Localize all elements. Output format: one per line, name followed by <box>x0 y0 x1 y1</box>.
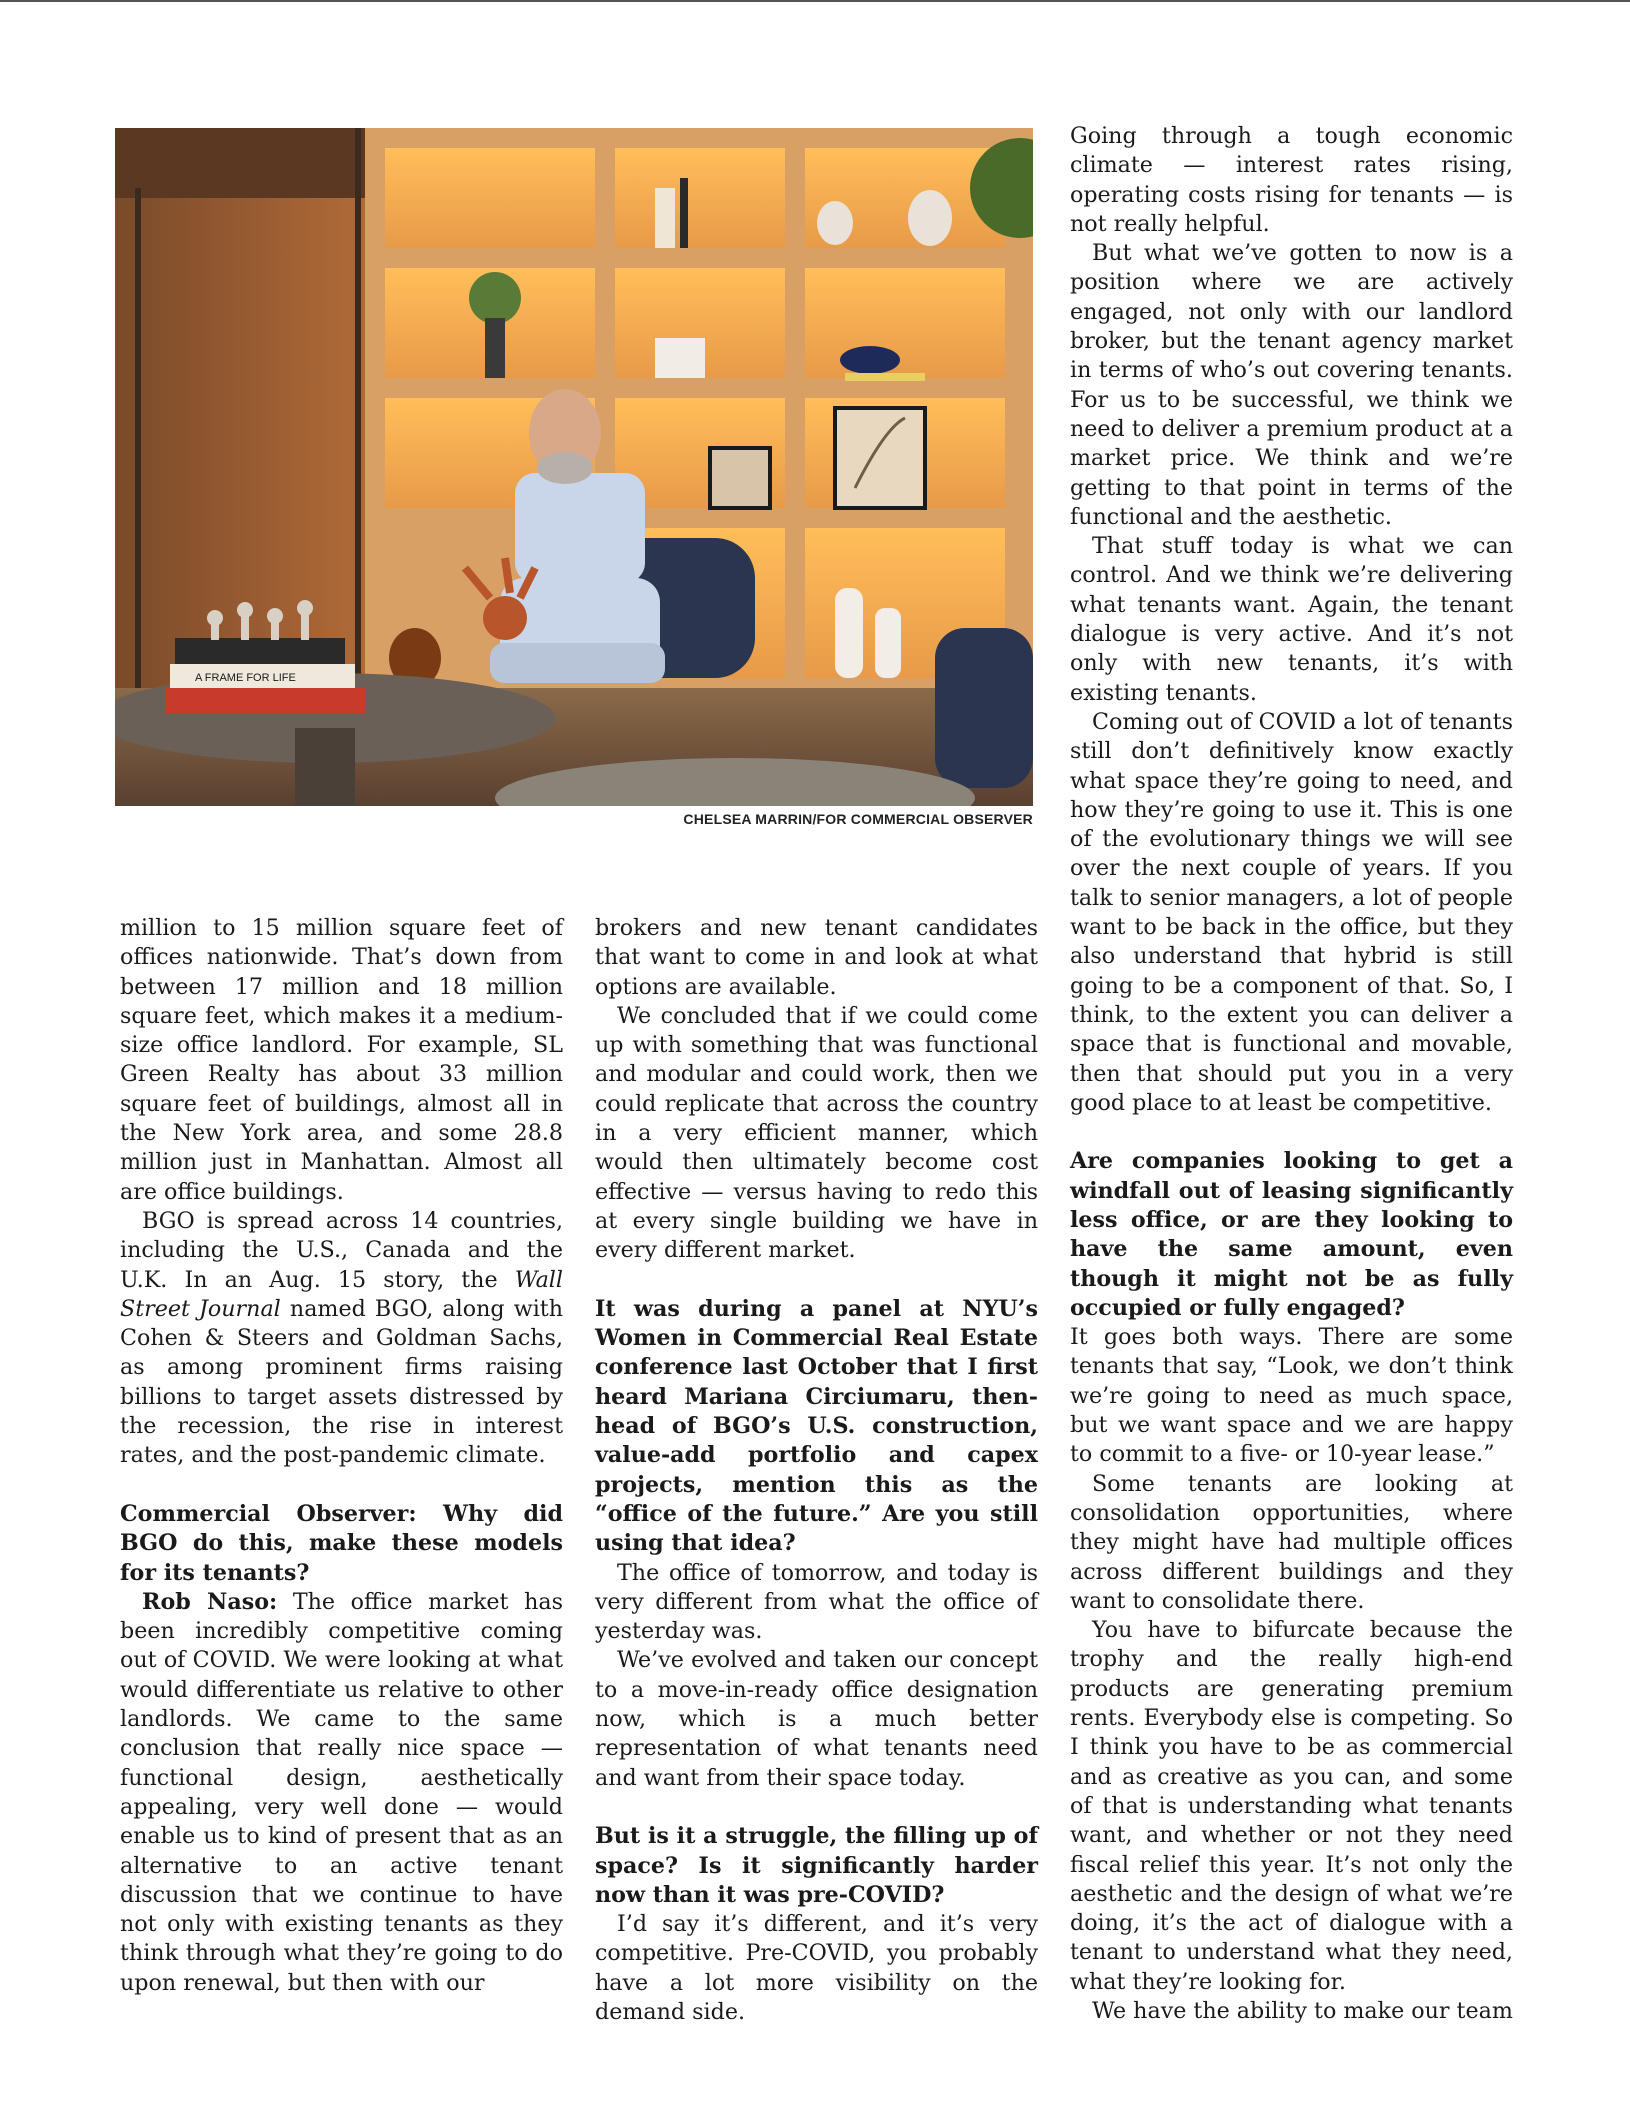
interview-answer: You have to bifurcate because the trophy and the really high-end products are generating premium rents. Everybody else is competing. So I think you have to be as commercial and as creative as you can, and some of that is understanding what tenants want, and whether or not they need fiscal relief this year. It’s not only the aesthetic and the design of what we’re doing, it’s the act of dialogue with a tenant to understand what they need, what they’re looking for. <box>1070 1617 1513 1995</box>
interview-question: It was during a panel at NYU’s Women in Commercial Real Estate conference last October that I first heard Mariana Circiumaru, then-head of BGO’s U.S. construction, value-add portfolio and capex projects, mention this as the “office of the future.” Are you still using that idea? <box>595 1295 1038 1557</box>
article-column-2 <box>595 914 1038 2027</box>
book-stack <box>165 688 365 714</box>
portrait-photo <box>115 128 1033 806</box>
paragraph: million to 15 million square feet of offices nationwide. That’s down from between 17 million and 18 million square feet, which makes it a medium-size office landlord. For example, SL Green Realty has about 33 million square feet of buildings, almost all in the New York area, and some 28.8 million just in Manhattan. Almost all are office buildings. <box>120 915 563 1205</box>
paragraph: But what we’ve gotten to now is a position where we are actively engaged, not only with our landlord broker, but the tenant agency market in terms of who’s out covering tenants. For us to be successful, we think we need to deliver a premium product at a market price. We think and we’re getting to that point in terms of the functional and the aesthetic. <box>1070 240 1513 530</box>
paragraph: We concluded that if we could come up with something that was functional and modular and could work, then we could replicate that across the country in a very efficient manner, which would then ultimately become cost effective — versus having to redo this at every single building we have in every different market. <box>595 1002 1038 1264</box>
interview-question: Commercial Observer: Why did BGO do this, make these models for its tenants? <box>120 1500 563 1586</box>
paragraph: That stuff today is what we can control. And we think we’re delivering what tenants want. Again, the tenant dialogue is very active. And it’s not only with new tenants, it’s with existing tenants. <box>1070 533 1513 706</box>
speaker-name: Rob Naso: <box>142 1588 278 1615</box>
interview-answer: We’ve evolved and taken our concept to a move-in-ready office designation now, which is a much better representation of what tenants need and want from their space today. <box>595 1647 1038 1791</box>
top-rule <box>0 0 1630 2</box>
publication-name: Wall Street Journal <box>120 1266 563 1322</box>
paragraph: Coming out of COVID a lot of tenants still don’t definitively know exactly what space they’re going to need, and how they’re going to use it. This is one of the evolutionary things we will see over the next couple of years. If you talk to senior managers, a lot of people want to be back in the office, but they also understand that hybrid is still going to be a component of that. So, I think, to the extent you can deliver a space that is functional and movable, then that should put you in a very good place to at least be competitive. <box>1070 708 1513 1116</box>
interview-question: But is it a struggle, the filling up of space? Is it significantly harder now than it was pre-COVID? <box>595 1823 1038 1908</box>
interview-answer: Some tenants are looking at consolidation opportunities, where they might have had multiple offices across different buildings and they want to consolidate there. <box>1070 1470 1513 1614</box>
article-column-3 <box>1070 122 1513 2026</box>
interview-answer: I’d say it’s different, and it’s very competitive. Pre-COVID, you probably have a lot more visibility on the demand side. <box>595 1911 1038 2025</box>
interview-answer: We have the ability to make our team <box>1092 1998 1513 2024</box>
paragraph: BGO is spread across 14 countries, including the U.S., Canada and the U.K. In an Aug. 15 story, the Wall Street Journal named BGO, along with Cohen & Steers and Goldman Sachs, as among prominent firms raising billions to target assets distressed by the recession, the rise in interest rates, and the post-pandemic climate. <box>120 1207 563 1469</box>
paragraph: Going through a tough economic climate — interest rates rising, operating costs rising for tenants — is not really helpful. <box>1070 123 1513 237</box>
article-column-1 <box>120 914 563 1998</box>
interview-question: Are companies looking to get a windfall out of leasing significantly less office, or are they looking to have the same amount, even though it might not be as fully occupied or fully engaged? <box>1070 1148 1513 1321</box>
interview-answer: Rob Naso: The office market has been incredibly competitive coming out of COVID. We were looking at what would differentiate us relative to other landlords. We came to the same conclusion that really nice space — functional design, aesthetically appealing, very well done — would enable us to kind of present that as an alternative to an active tenant discussion that we continue to have not only with existing tenants as they think through what they’re going to do upon renewal, but then with our <box>120 1588 563 1996</box>
paragraph: brokers and new tenant candidates that want to come in and look at what options are available. <box>595 915 1038 1000</box>
interview-answer: The office of tomorrow, and today is very different from what the office of yesterday was. <box>595 1559 1038 1645</box>
photo-credit: CHELSEA MARRIN/FOR COMMERCIAL OBSERVER <box>683 811 1033 827</box>
interview-answer: It goes both ways. There are some tenants that say, “Look, we don’t think we’re going to need as much space, but we want space and we are happy to commit to a five- or 10-year lease.” <box>1070 1324 1513 1468</box>
book-title-text: A FRAME FOR LIFE <box>195 672 296 684</box>
